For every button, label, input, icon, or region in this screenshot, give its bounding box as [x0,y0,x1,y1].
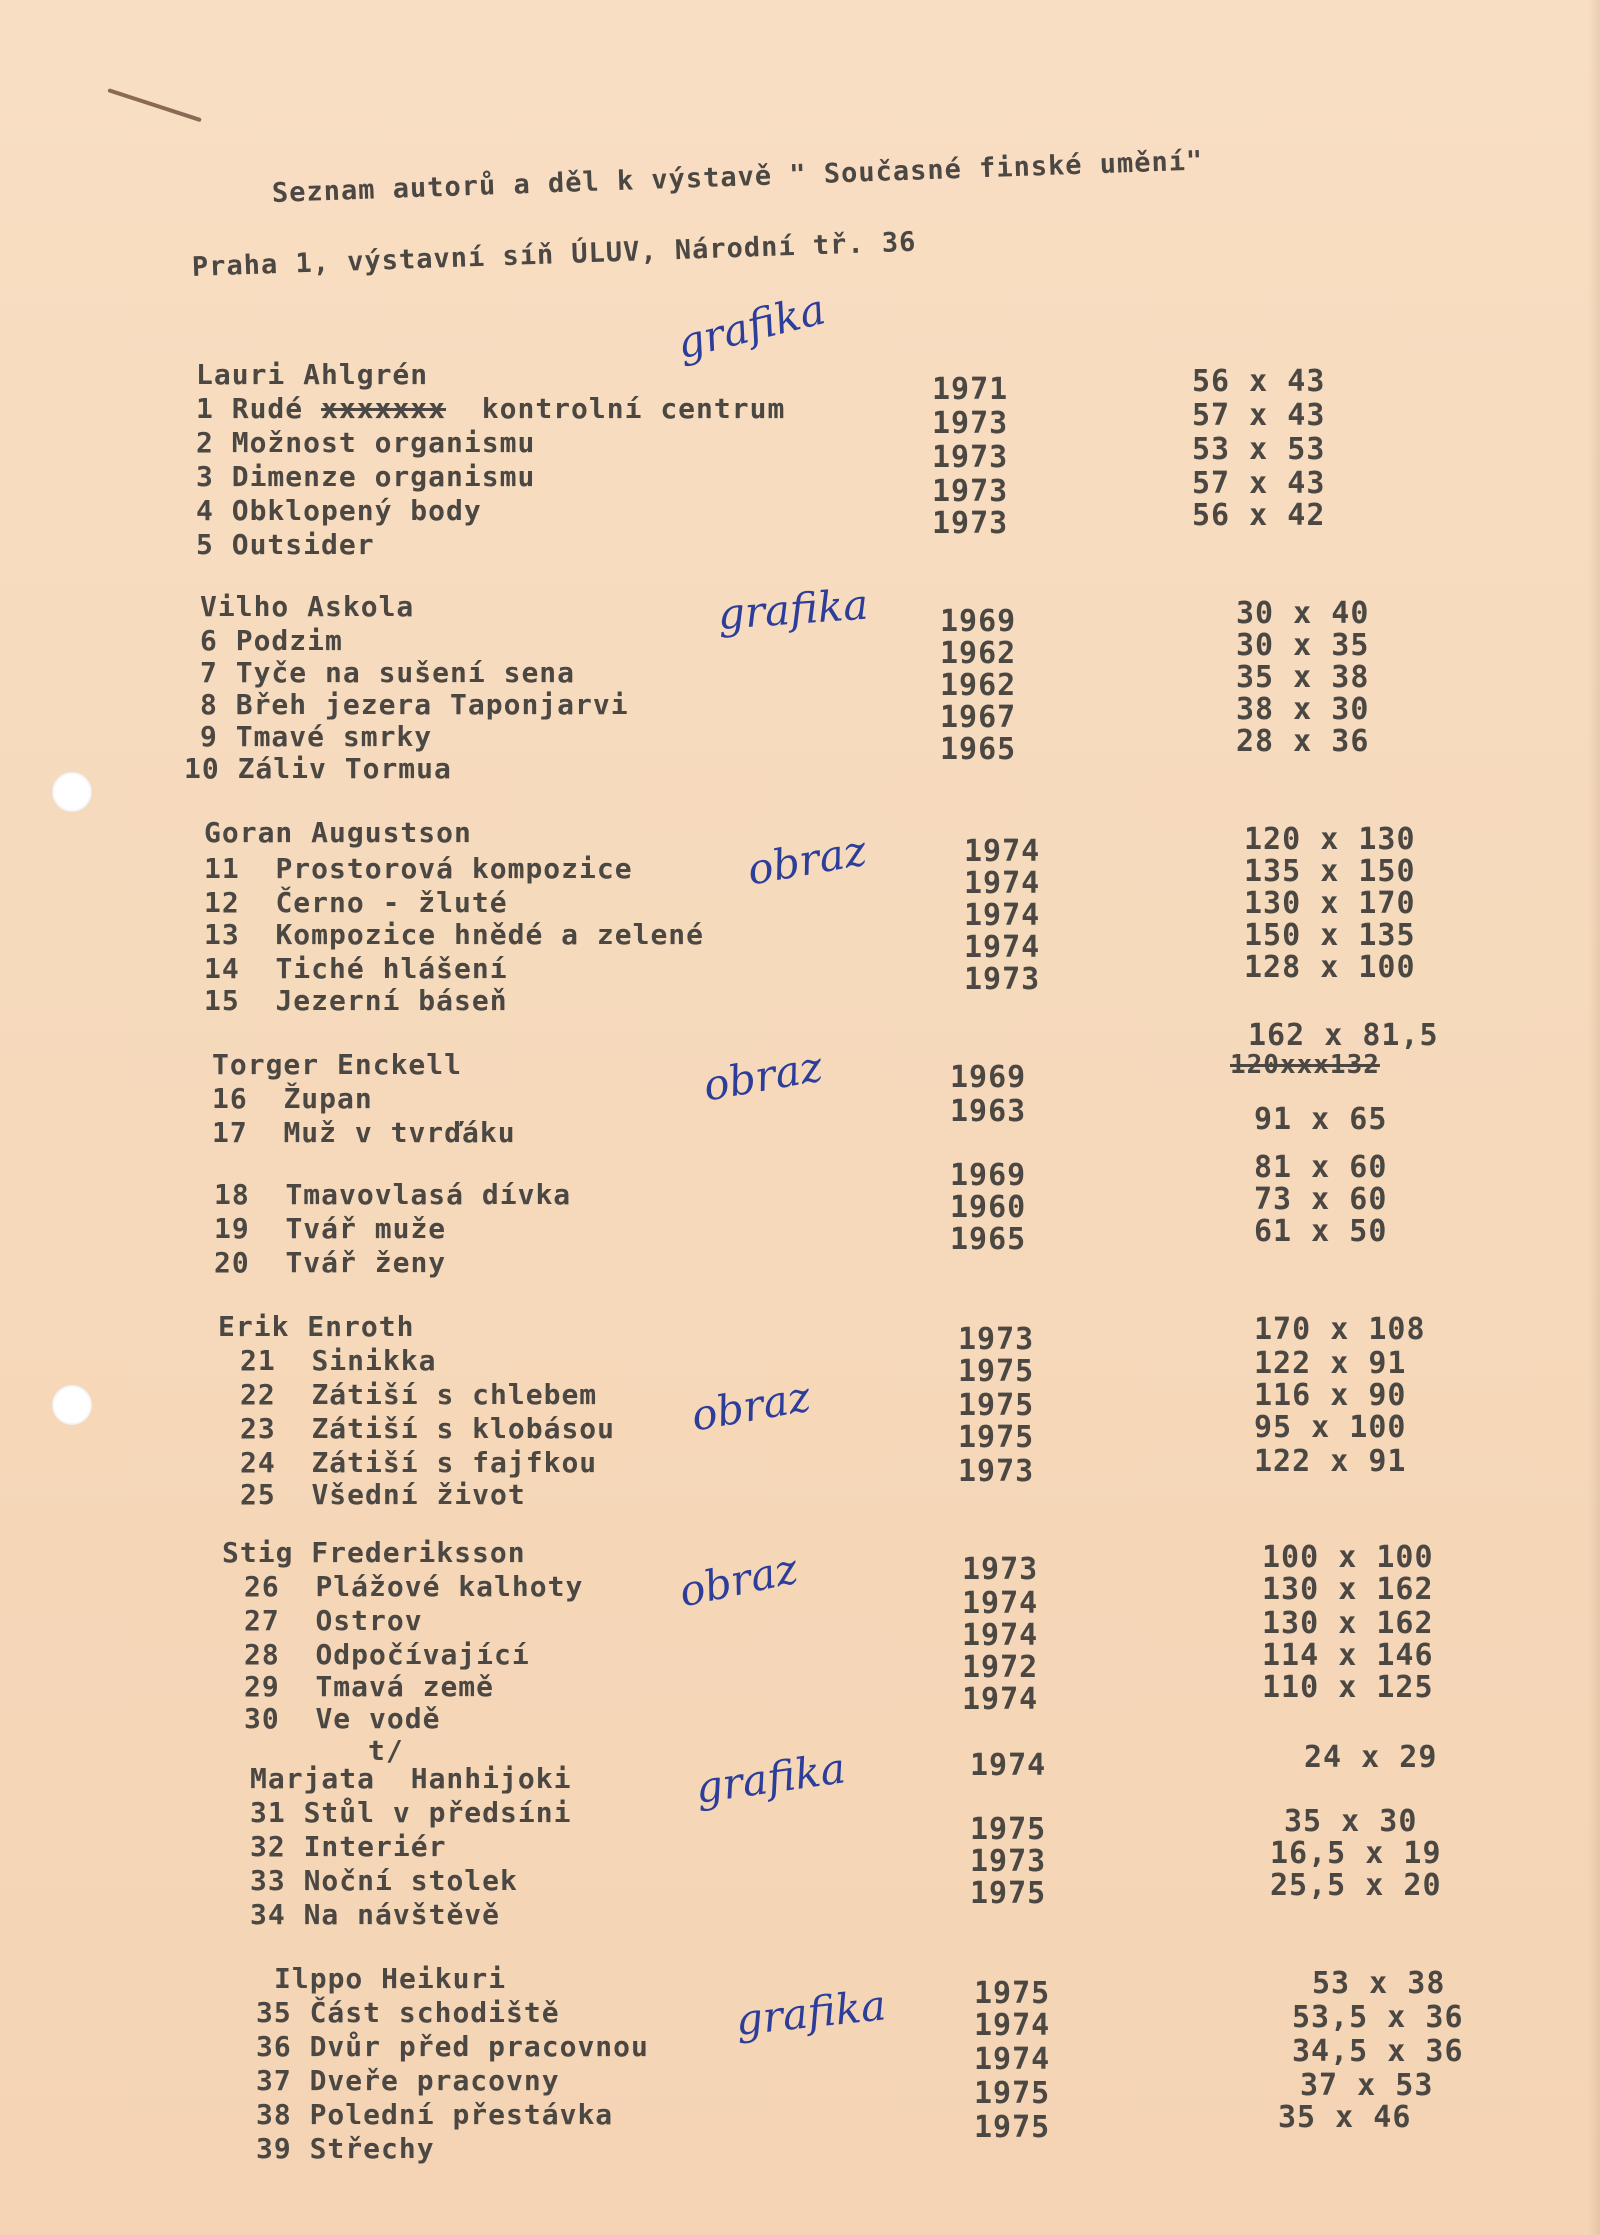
work-title: 36 Dvůr před pracovnou [256,2030,649,2063]
work-year: 1974 [962,1586,1039,1621]
work-dimensions: 38 x 30 [1236,692,1370,727]
document-venue: Praha 1, výstavní síň ÚLUV, Národní tř. 36 [191,226,917,283]
medium-note: obraz [743,825,870,895]
work-title: 13 Kompozice hnědé a zelené [204,918,705,951]
work-year: 1960 [950,1190,1027,1225]
work-dimensions-struck: 120xxx132 [1230,1050,1380,1080]
work-dimensions: 61 x 50 [1254,1214,1388,1249]
work-title: 33 Noční stolek [250,1864,518,1897]
work-dimensions: 57 x 43 [1192,398,1326,433]
medium-note: obraz [699,1041,826,1111]
work-title: 32 Interiér [250,1830,447,1863]
work-dimensions: 130 x 162 [1262,1572,1434,1607]
work-dimensions: 35 x 46 [1278,2100,1412,2135]
author-name: Stig Frederiksson [222,1536,526,1569]
page-edge-shadow [1588,0,1600,2235]
medium-note: obraz [674,1543,802,1617]
work-title: 12 Černo - žluté [204,886,508,919]
work-title: 37 Dveře pracovny [256,2064,560,2097]
work-dimensions: 116 x 90 [1254,1378,1407,1413]
work-title: 3 Dimenze organismu [196,460,536,493]
work-title: 11 Prostorová kompozice [204,852,633,885]
work-title: 31 Stůl v předsíni [250,1796,572,1829]
medium-note: grafika [692,1743,849,1813]
work-dimensions: 122 x 91 [1254,1444,1407,1479]
work-dimensions: 56 x 42 [1192,498,1326,533]
work-year: 1975 [958,1354,1035,1389]
work-title: 4 Obklopený body [196,494,482,527]
work-dimensions: 120 x 130 [1244,822,1416,857]
work-year: 1975 [970,1876,1047,1911]
author-name: Marjata Hanhijoki [250,1762,572,1795]
work-year: 1967 [940,700,1017,735]
author-name: Lauri Ahlgrén [196,358,429,391]
work-title: 28 Odpočívající [244,1638,530,1671]
work-year-extra: 1974 [970,1748,1047,1783]
work-title: 10 Záliv Tormua [184,752,452,785]
work-title: 27 Ostrov [244,1604,423,1637]
work-title: 39 Střechy [256,2132,435,2165]
work-dimensions: 91 x 65 [1254,1102,1388,1137]
work-title: 23 Zátiší s klobásou [240,1412,616,1445]
work-title: 25 Všední život [240,1478,526,1511]
work-year: 1963 [950,1094,1027,1129]
work-dimensions: 95 x 100 [1254,1410,1407,1445]
work-year: 1973 [932,474,1009,509]
work-year: 1974 [964,930,1041,965]
work-dimensions: 28 x 36 [1236,724,1370,759]
work-dimensions: 130 x 162 [1262,1606,1434,1641]
work-dimensions: 35 x 38 [1236,660,1370,695]
work-dimensions: 30 x 40 [1236,596,1370,631]
medium-note: obraz [687,1371,814,1441]
work-year: 1962 [940,668,1017,703]
work-year: 1974 [962,1682,1039,1717]
work-year: 1975 [958,1388,1035,1423]
work-dimensions: 56 x 43 [1192,364,1326,399]
work-title: 2 Možnost organismu [196,426,536,459]
work-year: 1969 [950,1060,1027,1095]
work-title: 15 Jezerní báseň [204,984,508,1017]
work-year: 1974 [964,898,1041,933]
work-dimensions: 25,5 x 20 [1270,1868,1442,1903]
author-name: Goran Augustson [204,816,472,849]
work-year: 1971 [932,372,1009,407]
work-dimensions: 135 x 150 [1244,854,1416,889]
medium-note: grafika [733,1980,889,2045]
work-year: 1969 [940,604,1017,639]
work-dimensions: 170 x 108 [1254,1312,1426,1347]
work-year: 1965 [950,1222,1027,1257]
work-year: 1975 [974,1976,1051,2011]
work-year: 1973 [932,440,1009,475]
work-dimensions: 100 x 100 [1262,1540,1434,1575]
work-title: 6 Podzim [200,624,343,657]
work-year: 1973 [932,506,1009,541]
work-dimensions: 81 x 60 [1254,1150,1388,1185]
work-title: 8 Břeh jezera Taponjarvi [200,688,629,721]
author-name: Ilppo Heikuri [274,1962,507,1995]
work-title: 24 Zátiší s fajfkou [240,1446,598,1479]
work-dimensions: 57 x 43 [1192,466,1326,501]
author-name: Torger Enckell [212,1048,463,1081]
work-year: 1975 [970,1812,1047,1847]
work-title: 14 Tiché hlášení [204,952,508,985]
work-dimensions: 150 x 135 [1244,918,1416,953]
work-title: 30 Ve vodě [244,1702,441,1735]
work-year: 1973 [958,1322,1035,1357]
work-year: 1972 [962,1650,1039,1685]
work-year: 1974 [964,866,1041,901]
work-dimensions: 53,5 x 36 [1292,2000,1464,2035]
work-year: 1962 [940,636,1017,671]
work-dimensions: 30 x 35 [1236,628,1370,663]
work-title: 22 Zátiší s chlebem [240,1378,598,1411]
work-dimensions: 73 x 60 [1254,1182,1388,1217]
work-title: 34 Na návštěvě [250,1898,501,1931]
work-dimensions: 130 x 170 [1244,886,1416,921]
work-title: 5 Outsider [196,528,375,561]
punch-hole-top [52,772,92,812]
work-year: 1973 [932,406,1009,441]
author-name-mark: t/ [368,1734,404,1767]
work-dimensions: 122 x 91 [1254,1346,1407,1381]
pin-mark [107,88,201,122]
work-year: 1969 [950,1158,1027,1193]
punch-hole-bottom [52,1385,92,1425]
work-year: 1974 [974,2042,1051,2077]
work-dimensions: 114 x 146 [1262,1638,1434,1673]
work-dimensions-extra: 162 x 81,5 [1248,1018,1439,1053]
work-title: 29 Tmavá země [244,1670,495,1703]
work-dimensions-extra: 24 x 29 [1304,1740,1438,1775]
work-dimensions: 128 x 100 [1244,950,1416,985]
work-year: 1973 [958,1454,1035,1489]
work-year: 1975 [974,2110,1051,2145]
work-year: 1973 [970,1844,1047,1879]
work-title: 18 Tmavovlasá dívka [214,1178,572,1211]
work-dimensions: 35 x 30 [1284,1804,1418,1839]
work-title: 9 Tmavé smrky [200,720,433,753]
work-title: 35 Část schodiště [256,1996,560,2029]
work-dimensions: 34,5 x 36 [1292,2034,1464,2069]
work-year: 1973 [962,1552,1039,1587]
work-title: 26 Plážové kalhoty [244,1570,584,1603]
work-title: 1 Rudé xxxxxxx kontrolní centrum [196,392,786,425]
work-dimensions: 53 x 38 [1312,1966,1446,2001]
work-title: 19 Tvář muže [214,1212,447,1245]
work-year: 1975 [958,1420,1035,1455]
work-dimensions: 16,5 x 19 [1270,1836,1442,1871]
author-name: Erik Enroth [218,1310,415,1343]
work-dimensions: 53 x 53 [1192,432,1326,467]
medium-note: grafika [672,284,830,369]
work-year: 1974 [964,834,1041,869]
work-dimensions: 37 x 53 [1300,2068,1434,2103]
work-year: 1974 [962,1618,1039,1653]
work-title: 20 Tvář ženy [214,1246,447,1279]
work-year: 1974 [974,2008,1051,2043]
work-year: 1965 [940,732,1017,767]
work-title: 16 Župan [212,1082,373,1115]
author-name: Vilho Askola [200,590,415,623]
work-title: 38 Polední přestávka [256,2098,614,2131]
work-title: 7 Tyče na sušení sena [200,656,576,689]
document-title: Seznam autorů a děl k výstavě " Současné finské umění" [271,145,1204,209]
work-title: 17 Muž v tvrďáku [212,1116,516,1149]
work-title: 21 Sinikka [240,1344,437,1377]
work-year: 1975 [974,2076,1051,2111]
work-dimensions: 110 x 125 [1262,1670,1434,1705]
work-year: 1973 [964,962,1041,997]
medium-note: grafika [716,579,870,639]
